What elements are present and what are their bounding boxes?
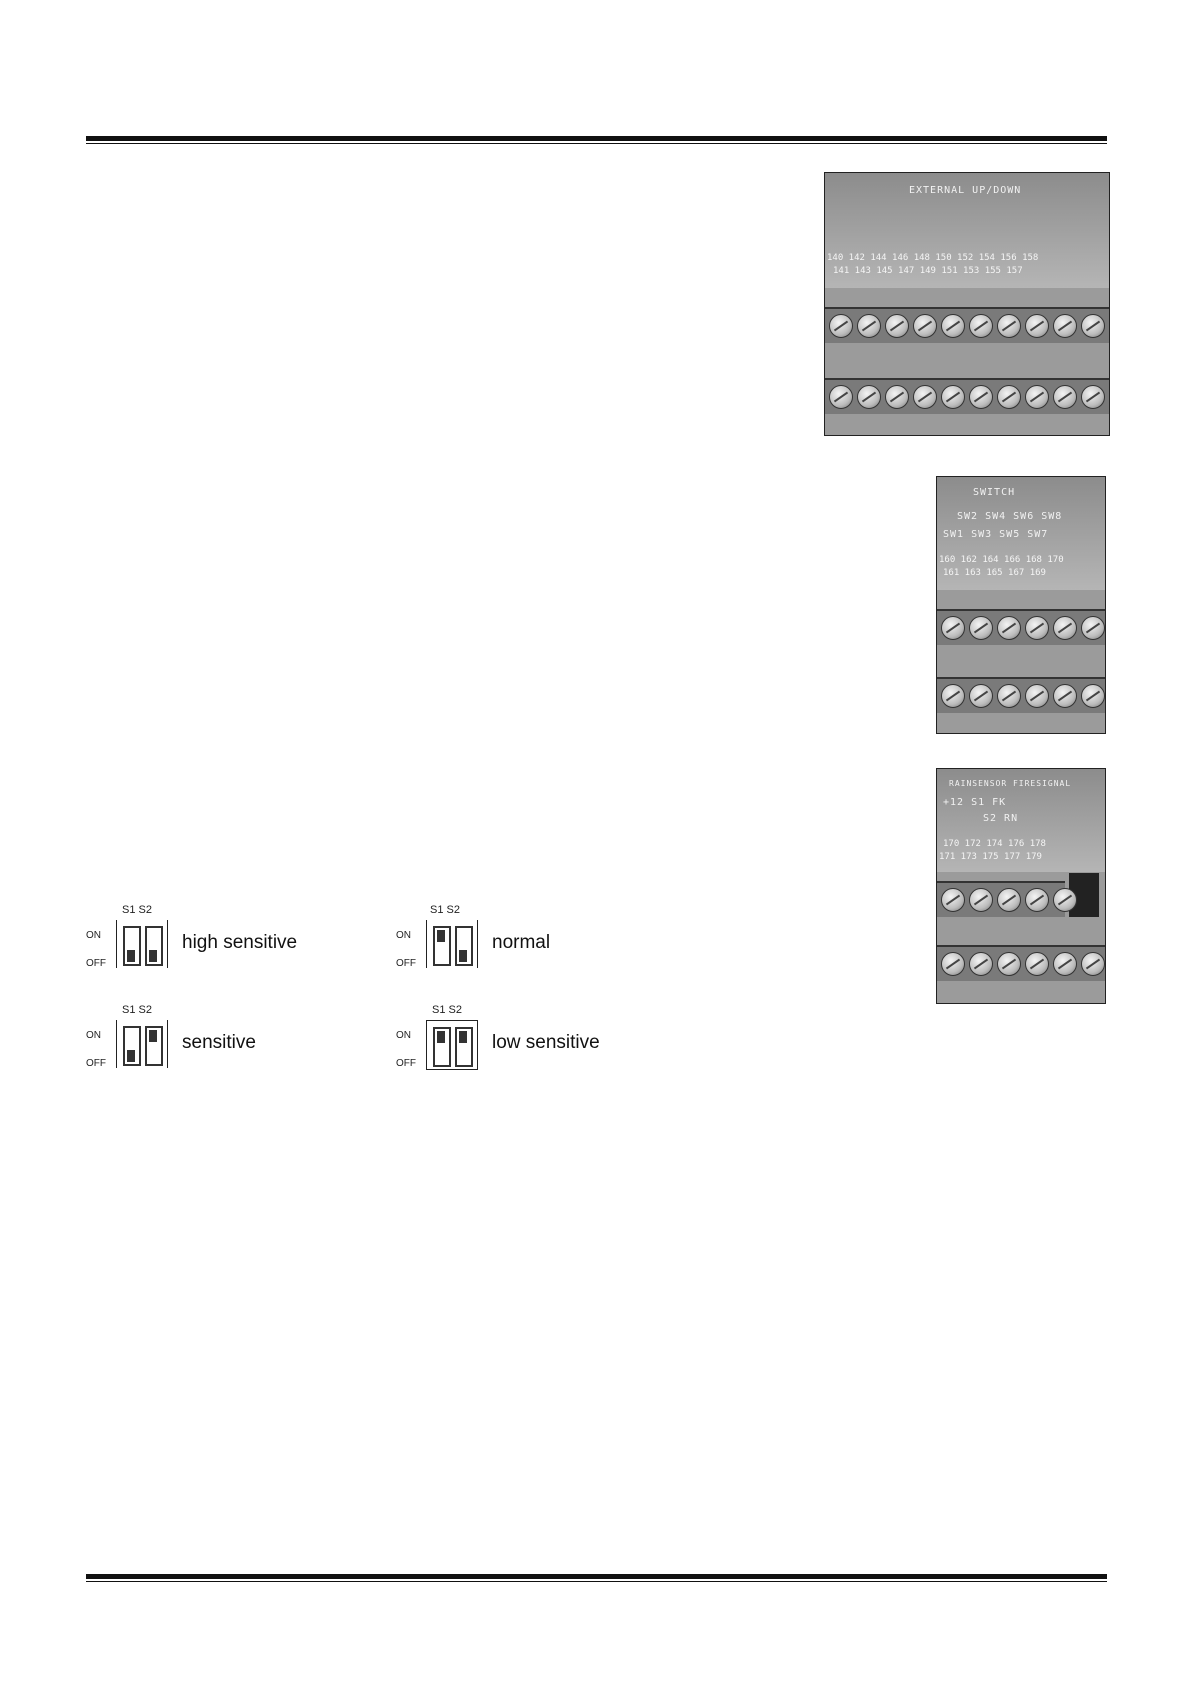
photo-label-line3: S2 RN xyxy=(983,813,1019,824)
switch-labels: S1 S2 xyxy=(432,1004,462,1016)
terminal-numbers-bottom: 141 143 145 147 149 151 153 155 157 xyxy=(833,266,1023,276)
terminal-numbers-bottom: 171 173 175 177 179 xyxy=(939,852,1042,862)
on-label: ON xyxy=(396,1030,411,1041)
switch-s2 xyxy=(145,926,163,966)
setting-caption: sensitive xyxy=(182,1032,256,1053)
terminal-numbers-bottom: 161 163 165 167 169 xyxy=(943,568,1046,578)
switch-labels: S1 S2 xyxy=(122,1004,152,1016)
on-label: ON xyxy=(396,930,411,941)
terminal-numbers-top: 160 162 164 166 168 170 xyxy=(939,555,1064,565)
terminal-row-upper xyxy=(937,881,1065,917)
terminal-row-upper xyxy=(825,307,1109,343)
terminal-row-upper xyxy=(937,609,1105,645)
terminal-row-lower xyxy=(825,378,1109,414)
photo-switch-terminals xyxy=(936,476,1106,734)
switch-s1 xyxy=(123,1026,141,1066)
off-label: OFF xyxy=(396,1058,416,1069)
terminal-row-lower xyxy=(937,677,1105,713)
terminal-numbers-top: 140 142 144 146 148 150 152 154 156 158 xyxy=(827,253,1039,263)
terminal-row-lower xyxy=(937,945,1105,981)
switch-box xyxy=(426,1020,478,1070)
photo-label: EXTERNAL UP/DOWN xyxy=(909,185,1022,196)
photo-label-line2: SW2 SW4 SW6 SW8 xyxy=(957,511,1063,522)
photo-label-line3: SW1 SW3 SW5 SW7 xyxy=(943,529,1049,540)
setting-caption: normal xyxy=(492,932,551,953)
photo-label-line2: +12 S1 FK xyxy=(943,797,1007,808)
switch-s2 xyxy=(455,1027,473,1067)
dip-setting-high-sensitive xyxy=(86,904,346,982)
switch-box xyxy=(116,920,168,968)
photo-label-line1: SWITCH xyxy=(973,487,1016,498)
dip-setting-normal xyxy=(396,904,656,982)
photo-rainsensor-terminals xyxy=(936,768,1106,1004)
photo-label-line1: RAINSENSOR FIRESIGNAL xyxy=(949,779,1072,788)
switch-s1 xyxy=(123,926,141,966)
setting-caption: low sensitive xyxy=(492,1032,600,1053)
switch-box xyxy=(116,1020,168,1068)
off-label: OFF xyxy=(86,958,106,969)
switch-s1 xyxy=(433,1027,451,1067)
switch-labels: S1 S2 xyxy=(430,904,460,916)
terminal-numbers-top: 170 172 174 176 178 xyxy=(943,839,1046,849)
off-label: OFF xyxy=(396,958,416,969)
dip-switch-sensitivity-figure xyxy=(86,904,622,1074)
on-label: ON xyxy=(86,930,101,941)
switch-box xyxy=(426,920,478,968)
switch-s1 xyxy=(433,926,451,966)
dip-setting-low-sensitive xyxy=(396,1004,656,1082)
header-rule xyxy=(86,136,1107,144)
switch-s2 xyxy=(455,926,473,966)
footer-rule xyxy=(86,1574,1107,1582)
setting-caption: high sensitive xyxy=(182,932,298,953)
dip-setting-sensitive xyxy=(86,1004,346,1082)
off-label: OFF xyxy=(86,1058,106,1069)
switch-labels: S1 S2 xyxy=(122,904,152,916)
switch-s2 xyxy=(145,1026,163,1066)
on-label: ON xyxy=(86,1030,101,1041)
photo-external-up-down-terminals xyxy=(824,172,1110,436)
